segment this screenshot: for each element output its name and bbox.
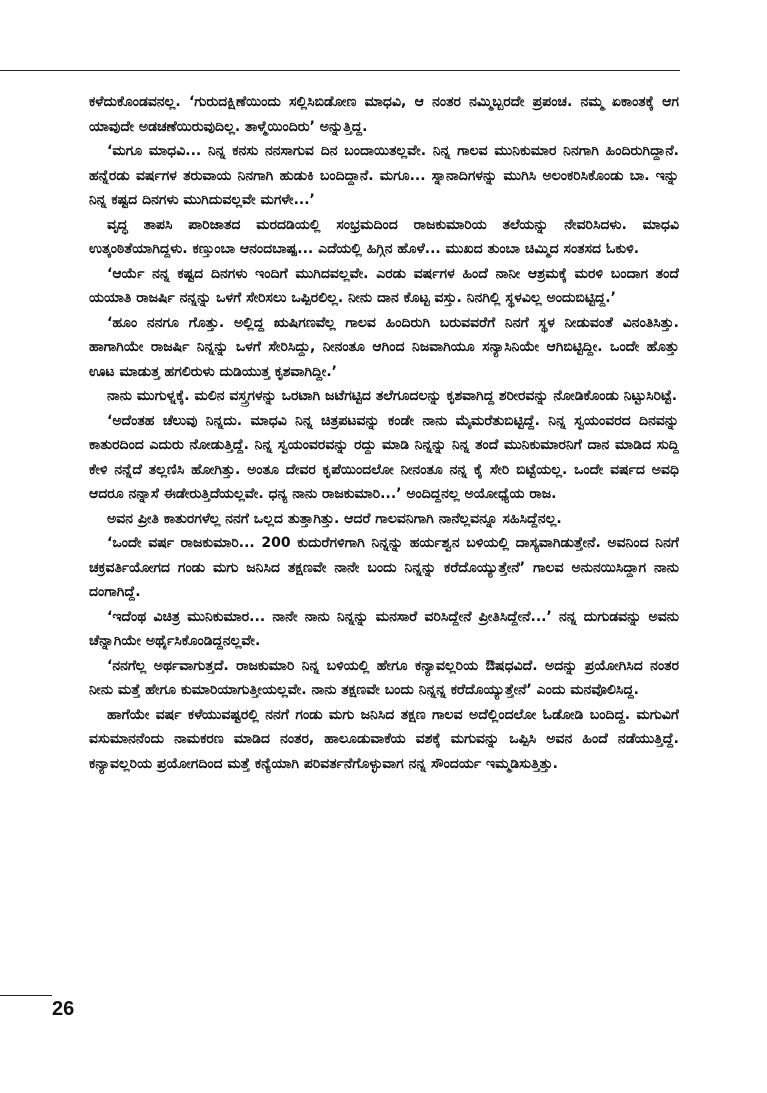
page-number: 26: [52, 998, 75, 1020]
paragraph: ‘ಹೂಂ ನನಗೂ ಗೊತ್ತು. ಅಲ್ಲಿದ್ದ ಋಷಿಗಣವೆಲ್ಲ ಗಾಲವ ಹಿಂದಿರುಗಿ ಬರುವವರೆಗೆ ನಿನಗೆ ಸ್ಥಳ ನೀಡುವಂತೆ ವಿನಂತಿಸಿತ್ತು. ಹಾಗಾಗಿಯೇ ರಾಜರ್ಷಿ ನಿನ್ನನ್ನು ಒಳಗೆ ಸೇರಿಸಿದ್ದು, ನೀನಂತೂ ಆಗಿಂದ ನಿಜವಾಗಿಯೂ ಸನ್ಯಾಸಿನಿಯೇ ಆಗಿಬಿಟ್ಟಿದ್ದೀ. ಒಂದೇ ಹೊತ್ತು ಊಟ ಮಾಡುತ್ತ ಹಗಲಿರುಳು ದುಡಿಯುತ್ತ ಕೃಶವಾಗಿದ್ದೀ.’: [89, 314, 679, 380]
paragraph: ಅವನ ಪ್ರೀತಿ ಕಾತುರಗಳೆಲ್ಲ ನನಗೆ ಒಲ್ಲದ ತುತ್ತಾಗಿತ್ತು. ಆದರೆ ಗಾಲವನಿಗಾಗಿ ನಾನೆಲ್ಲವನ್ನೂ ಸಹಿಸಿದ್ದೆನಲ್ಲ.: [107, 510, 562, 527]
paragraph: ‘ಒಂದೇ ವರ್ಷ ರಾಜಕುಮಾರಿ... 200 ಕುದುರೆಗಳಿಗಾಗಿ ನಿನ್ನನ್ನು ಹರ್ಯಶ್ವನ ಬಳಿಯಲ್ಲಿ ದಾಸ್ಯವಾಗಿಡುತ್ತೇನೆ. ಅವನಿಂದ ನಿನಗೆ ಚಕ್ರವರ್ತಿಯೋಗದ ಗಂಡು ಮಗು ಜನಿಸಿದ ತಕ್ಷಣವೇ ನಾನೇ ಬಂದು ನಿನ್ನನ್ನು ಕರೆದೊಯ್ಯುತ್ತೇನೆ’ ಗಾಲವ ಅನುನಯಿಸಿದ್ದಾಗ ನಾನು ದಂಗಾಗಿದ್ದೆ.: [89, 535, 679, 600]
paragraph: ‘ನನಗೆಲ್ಲ ಅರ್ಥವಾಗುತ್ತದೆ. ರಾಜಕುಮಾರಿ ನಿನ್ನ ಬಳಿಯಲ್ಲಿ ಹೇಗೂ ಕನ್ಯಾವಲ್ಲರಿಯ ಔಷಧವಿದೆ. ಅದನ್ನು ಪ್ರಯೋಗಿಸಿದ ನಂತರ ನೀನು ಮತ್ತೆ ಹೇಗೂ ಕುಮಾರಿಯಾಗುತ್ತೀಯಲ್ಲವೇ. ನಾನು ತಕ್ಷಣವೇ ಬಂದು ನಿನ್ನನ್ನ ಕರೆದೊಯ್ಯುತ್ತೇನೆ’ ಎಂದು ಮನವೊಲಿಸಿದ್ದ.: [89, 657, 679, 698]
paragraph: ಹಾಗೆಯೇ ವರ್ಷ ಕಳೆಯುವಷ್ಟರಲ್ಲಿ ನನಗೆ ಗಂಡು ಮಗು ಜನಿಸಿದ ತಕ್ಷಣ ಗಾಲವ ಅದೆಲ್ಲಿಂದಲೋ ಓಡೋಡಿ ಬಂದಿದ್ದ. ಮಗುವಿಗೆ ವಸುಮಾನನೆಂದು ನಾಮಕರಣ ಮಾಡಿದ ನಂತರ, ಹಾಲೂಡುವಾಕೆಯ ವಶಕ್ಕೆ ಮಗುವನ್ನು ಒಪ್ಪಿಸಿ ಅವನ ಹಿಂದೆ ನಡೆಯುತ್ತಿದ್ದೆ. ಕನ್ಯಾವಲ್ಲರಿಯ ಪ್ರಯೋಗದಿಂದ ಮತ್ತೆ ಕನ್ಯೆಯಾಗಿ ಪರಿವರ್ತನೆಗೊಳ್ಳುವಾಗ ನನ್ನ ಸೌಂದರ್ಯ ಇಮ್ಮಡಿಸುತ್ತಿತ್ತು.: [89, 706, 679, 772]
paragraph: ‘ಮಗೂ ಮಾಧವಿ... ನಿನ್ನ ಕನಸು ನನಸಾಗುವ ದಿನ ಬಂದಾಯಿತಲ್ಲವೇ. ನಿನ್ನ ಗಾಲವ ಮುನಿಕುಮಾರ ನಿನಗಾಗಿ ಹಿಂದಿರುಗಿದ್ದಾನೆ. ಹನ್ನೆರಡು ವರ್ಷಗಳ ತರುವಾಯ ನಿನಗಾಗಿ ಹುಡುಕಿ ಬಂದಿದ್ದಾನೆ. ಮಗೂ... ಸ್ನಾನಾದಿಗಳನ್ನು ಮುಗಿಸಿ ಅಲಂಕರಿಸಿಕೊಂಡು ಬಾ. ಇನ್ನು ನಿನ್ನ ಕಷ್ಟದ ದಿನಗಳು ಮುಗಿದುವಲ್ಲವೇ ಮಗಳೇ...’: [89, 143, 679, 208]
footer-rule: [0, 995, 52, 996]
header-rule: [0, 70, 680, 71]
paragraph: ‘ಇದೆಂಥ ವಿಚಿತ್ರ ಮುನಿಕುಮಾರ... ನಾನೇ ನಾನು ನಿನ್ನನ್ನು ಮನಸಾರೆ ವರಿಸಿದ್ದೇನೆ ಪ್ರೀತಿಸಿದ್ದೇನೆ...’ ನನ್ನ ದುಗುಡವನ್ನು ಅವನು ಚೆನ್ನಾಗಿಯೇ ಅರ್ಥೈಸಿಕೊಂಡಿದ್ದನಲ್ಲವೇ.: [89, 608, 679, 649]
paragraph: ‘ಅದೆಂತಹ ಚೆಲುವು ನಿನ್ನದು. ಮಾಧವಿ ನಿನ್ನ ಚಿತ್ರಪಟವನ್ನು ಕಂಡೇ ನಾನು ಮೈಮರೆತುಬಿಟ್ಟಿದ್ದೆ. ನಿನ್ನ ಸ್ವಯಂವರದ ದಿನವನ್ನು ಕಾತುರದಿಂದ ಎದುರು ನೋಡುತ್ತಿದ್ದೆ. ನಿನ್ನ ಸ್ವಯಂವರವನ್ನು ರದ್ದು ಮಾಡಿ ನಿನ್ನನ್ನು ನಿನ್ನ ತಂದೆ ಮುನಿಕುಮಾರನಿಗೆ ದಾನ ಮಾಡಿದ ಸುದ್ದಿ ಕೇಳಿ ನನ್ನೆದೆ ತಲ್ಲಣಿಸಿ ಹೋಗಿತ್ತು. ಅಂತೂ ದೇವರ ಕೃಪೆಯಿಂದಲೋ ನೀನಂತೂ ನನ್ನ ಕೈ ಸೇರಿ ಬಿಟ್ಟೆಯಲ್ಲ. ಒಂದೇ ವರ್ಷದ ಅವಧಿ ಆದರೂ ನನ್ನಾಸೆ ಈಡೇರುತ್ತಿದೆಯಲ್ಲವೇ. ಧನ್ಯ ನಾನು ರಾಜಕುಮಾರಿ...’ ಅಂದಿದ್ದನಲ್ಲ ಅಯೋಧ್ಯೆಯ ರಾಜ.: [89, 412, 679, 502]
paragraph: ನಾನು ಮುಗುಳ್ನಕ್ಕೆ. ಮಲಿನ ವಸ್ತ್ರಗಳನ್ನು ಒರಟಾಗಿ ಜಟೆಗಟ್ಟಿದ ತಲೆಗೂದಲನ್ನು ಕೃಶವಾಗಿದ್ದ ಶರೀರವನ್ನು ನೋಡಿಕೊಂಡು ನಿಟ್ಟುಸಿರಿಟ್ಟೆ.: [107, 388, 678, 404]
paragraph: ‘ಆರ್ಯೆ ನನ್ನ ಕಷ್ಟದ ದಿನಗಳು ಇಂದಿಗೆ ಮುಗಿದವಲ್ಲವೇ. ಎರಡು ವರ್ಷಗಳ ಹಿಂದೆ ನಾನೀ ಆಶ್ರಮಕ್ಕೆ ಮರಳಿ ಬಂದಾಗ ತಂದೆ ಯಯಾತಿ ರಾಜರ್ಷಿ ನನ್ನನ್ನು ಒಳಗೆ ಸೇರಿಸಲು ಒಪ್ಪಿರಲಿಲ್ಲ. ನೀನು ದಾನ ಕೊಟ್ಟ ವಸ್ತು. ನಿನಗಿಲ್ಲಿ ಸ್ಥಳವಿಲ್ಲ ಅಂದುಬಿಟ್ಟಿದ್ದ.’: [89, 265, 679, 306]
paragraph: ಕಳೆದುಕೊಂಡವನಲ್ಲ. ‘ಗುರುದಕ್ಷಿಣೆಯಿಂದು ಸಲ್ಲಿಸಿಬಿಡೋಣ ಮಾಧವಿ, ಆ ನಂತರ ನಮ್ಮಿಬ್ಬರದೇ ಪ್ರಪಂಚ. ನಮ್ಮ ಏಕಾಂತಕ್ಕೆ ಆಗ ಯಾವುದೇ ಅಡಚಣೆಯಿರುವುದಿಲ್ಲ. ತಾಳ್ಮೆಯಿಂದಿರು’ ಅನ್ನುತ್ತಿದ್ದ.: [89, 94, 679, 135]
body-text: [89, 90, 679, 990]
paragraph: ವೃದ್ಧ ತಾಪಸಿ ಪಾರಿಜಾತದ ಮರದಡಿಯಲ್ಲಿ ಸಂಭ್ರಮದಿಂದ ರಾಜಕುಮಾರಿಯ ತಲೆಯನ್ನು ನೇವರಿಸಿದಳು. ಮಾಧವಿ ಉತ್ಕಂಠಿತೆಯಾಗಿದ್ದಳು. ಕಣ್ತುಂಬಾ ಆನಂದಬಾಷ್ಪ... ಎದೆಯಲ್ಲಿ ಹಿಗ್ಗಿನ ಹೊಳೆ... ಮುಖದ ತುಂಬಾ ಚಿಮ್ಮಿದ ಸಂತಸದ ಓಕುಳಿ.: [89, 216, 679, 257]
